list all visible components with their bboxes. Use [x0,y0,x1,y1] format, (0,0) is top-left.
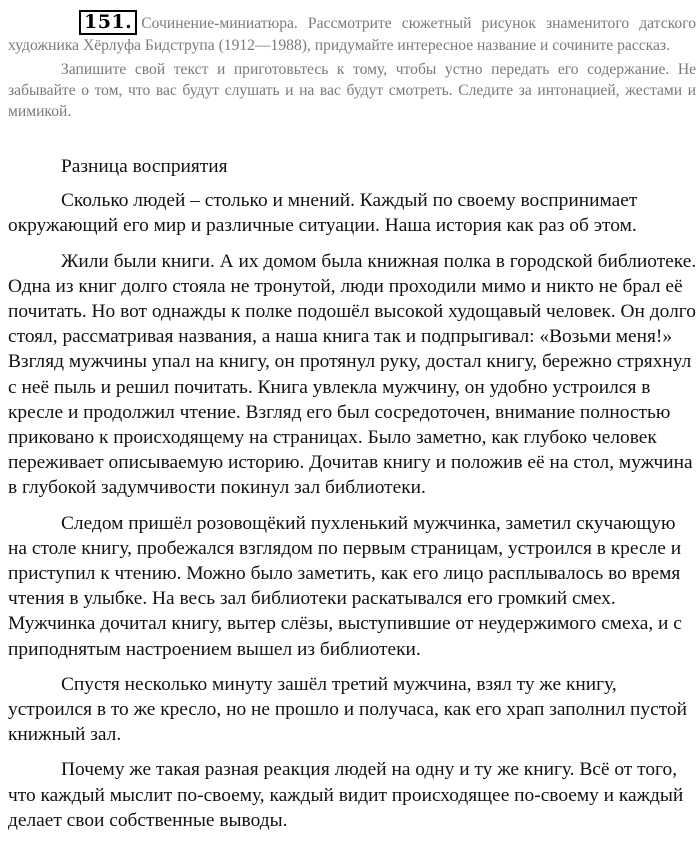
task-note: Запишите свой текст и приготовьтесь к тому, чтобы устно передать его содержание. Не забывайте о том, что вас будут слушать и на вас будут смотреть. Следите за интонацией, жестами и мимикой. [8,61,696,120]
exercise-task [8,10,696,122]
essay-paragraph: Сколько людей – столько и мнений. Каждый по своему воспринимает окружающий его мир и различные ситуации. Наша история как раз об этом. [8,190,638,237]
essay-title: Разница восприятия [61,156,228,177]
essay [8,154,698,843]
task-instruction-paragraph [8,10,696,56]
essay-paragraph: Спустя несколько минуту зашёл третий мужчина, взял ту же книгу, устроился в то же кресло, но не прошло и получаса, как его храп заполнил пустой книжный зал. [8,673,687,746]
exercise-number-badge: 151. [79,10,137,35]
task-instruction-text: Сочинение-миниатюра. Рассмотрите сюжетный рисунок знаменитого датского художника Хёрлуфа Бидструпа (1912—1988), придумайте интересное название и сочините рассказ. [8,15,696,54]
essay-paragraph: Следом пришёл розовощёкий пухленький мужчинка, заметил скучающую на столе книгу, пробежался взглядом по первым страницам, устроился в кресле и приступил к чтению. Можно было заметить, как его лицо расплывалось во время чтения в улыбке. На весь зал библиотеки раскатывался его громкий смех. Мужчинка дочитал книгу, вытер слёзы, выступившие от неудержимого смеха, и с приподнятым настроением вышел из библиотеки. [8,512,682,660]
essay-paragraph: Почему же такая разная реакция людей на одну и ту же книгу. Всё от того, что каждый мыслит по-своему, каждый видит происходящее по-своему и каждый делает свои собственные выводы. [8,759,684,831]
essay-paragraph: Жили были книги. А их домом была книжная полка в городской библиотеке. Одна из книг долго стояла не тронутой, люди проходили мимо и никто не брал её почитать. Но вот однажды к полке подошёл высокой худощавый человек. Он долго стоял, рассматривая названия, а наша книга так и подпрыгивал: «Возьми меня!» Взгляд мужчины упал на книгу, он протянул руку, достал книгу, бережно стряхнул с неё пыль и решил почитать. Книга увлекла мужчину, он удобно устроился в кресле и продолжил чтение. Взгляд его был сосредоточен, внимание полностью приковано к происходящему на страницах. Было заметно, как глубоко человек переживает описываемую историю. Дочитав книгу и положив её на стол, мужчина в глубокой задумчивости покинул зал библиотеки. [8,250,697,499]
